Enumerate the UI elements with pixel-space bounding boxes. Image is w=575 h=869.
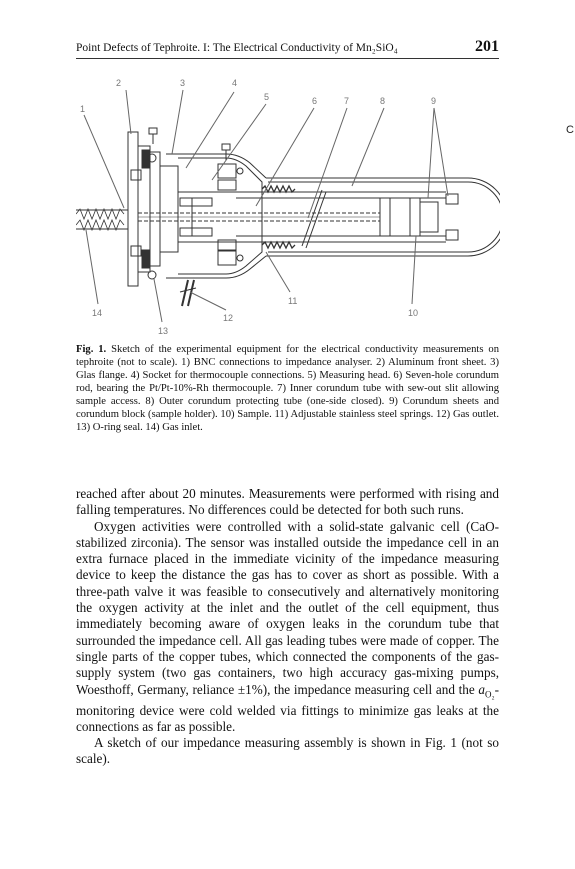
- paragraph-2-part-a: Oxygen activities were controlled with a solid-state galvanic cell (CaO-stabilized zirconia). The sensor was installed outside the impedance cell in an extra furnace placed in the immediate vicinity of the impedance measuring device to keep the distance the gas has to cover as short as possible. With a three-path valve it was feasible to consecutively and alternatively monitoring the oxygen activity at the inlet and the outlet of the cell equipment, thus immediately becoming aware of oxygen leaks in the corundum tube that surrounded the impedance cell. All gas leading tubes were made of copper. The single parts of the copper tubes, which connected the components of the gas-supply system (two gas containers, two high accuracy gas-mixing pumps, Woesthoff, Germany, reliance ±1%), the impedance measuring cell and the: [76, 518, 499, 697]
- callout-8: 8: [380, 96, 386, 106]
- apparatus-figure: [76, 70, 500, 336]
- caption-label: Fig. 1.: [76, 344, 107, 355]
- callout-5: 5: [264, 92, 270, 102]
- callout-9: 9: [431, 96, 437, 106]
- running-head: [76, 38, 499, 59]
- callout-3: 3: [180, 78, 186, 88]
- callout-11: 11: [288, 296, 298, 306]
- paragraph-1: reached after about 20 minutes. Measurements were performed with rising and falling temperatures. No differences could be detected for both such runs.: [76, 486, 499, 518]
- oxygen-activity-symbol: a: [478, 681, 485, 697]
- body-text: [76, 486, 499, 768]
- apparatus-sketch: [76, 70, 500, 336]
- paragraph-3: A sketch of our impedance measuring assembly is shown in Fig. 1 (not so scale).: [76, 735, 499, 767]
- edge-mark: C: [566, 124, 574, 136]
- callout-10: 10: [408, 308, 419, 318]
- callout-1: 1: [80, 104, 86, 114]
- caption-text: Sketch of the experimental equipment for the electrical conductivity measurements on tephroite (not to scale). 1) BNC connections to impedance analyser. 2) Aluminum front sheet. 3) Glas flange. 4) Socket for thermocouple connections. 5) Measuring head. 6) Seven-hole corundum rod, bearing the Pt/Pt-10%-Rh thermocouple. 7) Inner corundum tube with sew-out slit allowing sample access. 8) Outer corundum protecting tube (one-side closed). 9) Corundum sheets and corundum block (sample holder). 10) Sample. 11) Adjustable stainless steel springs. 12) Gas outlet. 13) O-ring seal. 14) Gas inlet.: [76, 344, 499, 433]
- figure-caption: [76, 343, 499, 434]
- callout-14: 14: [92, 308, 103, 318]
- callout-13: 13: [158, 326, 169, 336]
- callout-7: 7: [344, 96, 350, 106]
- paragraph-2-part-b: -monitoring device were cold welded via fittings to minimize gas leaks at the connections as far as possible.: [76, 681, 499, 734]
- callout-2: 2: [116, 78, 122, 88]
- running-title: Point Defects of Tephroite. I: The Electrical Conductivity of Mn₂SiO₄: [76, 42, 398, 54]
- oxygen-activity-subscript: O₂: [484, 689, 495, 700]
- page-number: 201: [475, 38, 499, 55]
- callout-4: 4: [232, 78, 238, 88]
- callout-12: 12: [223, 313, 234, 323]
- callout-6: 6: [312, 96, 318, 106]
- paragraph-2: [76, 519, 499, 736]
